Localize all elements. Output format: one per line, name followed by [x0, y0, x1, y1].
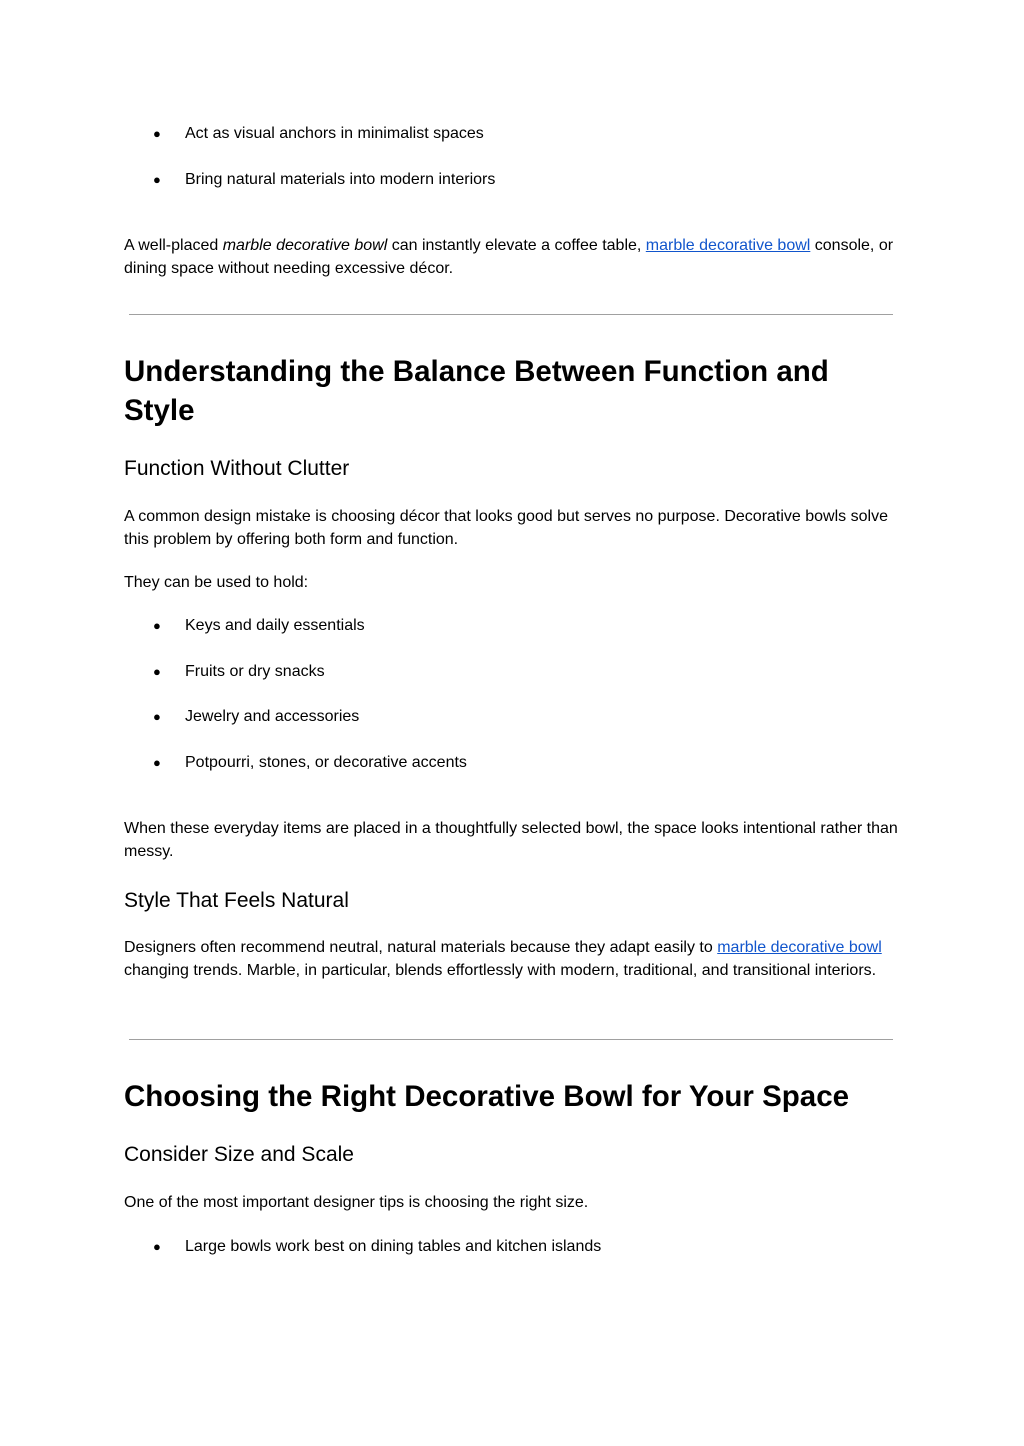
paragraph: When these everyday items are placed in a thoughtfully selected bowl, the space looks intentional rather than messy.: [124, 820, 898, 860]
list-item: [153, 751, 467, 774]
paragraph: [124, 234, 904, 280]
bullet-icon: ●: [153, 1239, 161, 1254]
bullet-icon: ●: [153, 664, 161, 679]
list-item-text: Act as visual anchors in minimalist spaces: [185, 125, 484, 142]
text: changing trends. Marble, in particular, blends effortlessly with modern, traditional, and transitional interiors.: [124, 939, 891, 979]
divider: [129, 314, 893, 315]
section-heading: Choosing the Right Decorative Bowl for Your Space: [124, 1080, 850, 1113]
list-item: [153, 1235, 601, 1258]
section-heading: Understanding the Balance Between Function and Style: [124, 355, 829, 427]
list-item-text: Potpourri, stones, or decorative accents: [185, 754, 467, 771]
bullet-icon: ●: [153, 126, 161, 141]
list-item: [153, 122, 484, 145]
subheading: Function Without Clutter: [124, 457, 350, 480]
list-item-text: Keys and daily essentials: [185, 617, 365, 634]
text: console, or dining space without needing excessive décor.: [124, 237, 894, 277]
bullet-icon: ●: [153, 618, 161, 633]
list-item: [153, 614, 365, 637]
text: can instantly elevate a coffee table,: [387, 237, 646, 254]
marble-bowl-link[interactable]: marble decorative bowl: [717, 939, 882, 956]
list-item: [153, 705, 359, 728]
paragraph: A common design mistake is choosing décor that looks good but serves no purpose. Decorative bowls solve this problem by offering both form and function.: [124, 508, 888, 548]
bullet-icon: ●: [153, 755, 161, 770]
list-item-text: Large bowls work best on dining tables and kitchen islands: [185, 1238, 602, 1255]
list-item-text: Jewelry and accessories: [185, 708, 360, 725]
italic-text: marble decorative bowl: [222, 237, 388, 254]
bullet-icon: ●: [153, 709, 161, 724]
list-item: [153, 660, 325, 683]
bullet-icon: ●: [153, 172, 161, 187]
text: Designers often recommend neutral, natural materials because they adapt easily to: [124, 939, 718, 956]
paragraph: [124, 936, 904, 982]
marble-bowl-link[interactable]: marble decorative bowl: [645, 237, 811, 254]
text: A well-placed: [124, 237, 223, 254]
list-item-text: Bring natural materials into modern interiors: [185, 171, 496, 188]
list-item: [153, 168, 495, 191]
subheading: Consider Size and Scale: [124, 1143, 354, 1166]
paragraph: One of the most important designer tips is choosing the right size.: [124, 1194, 589, 1211]
subheading: Style That Feels Natural: [124, 889, 349, 912]
divider: [129, 1039, 893, 1040]
paragraph: They can be used to hold:: [124, 574, 309, 591]
list-item-text: Fruits or dry snacks: [185, 663, 325, 680]
